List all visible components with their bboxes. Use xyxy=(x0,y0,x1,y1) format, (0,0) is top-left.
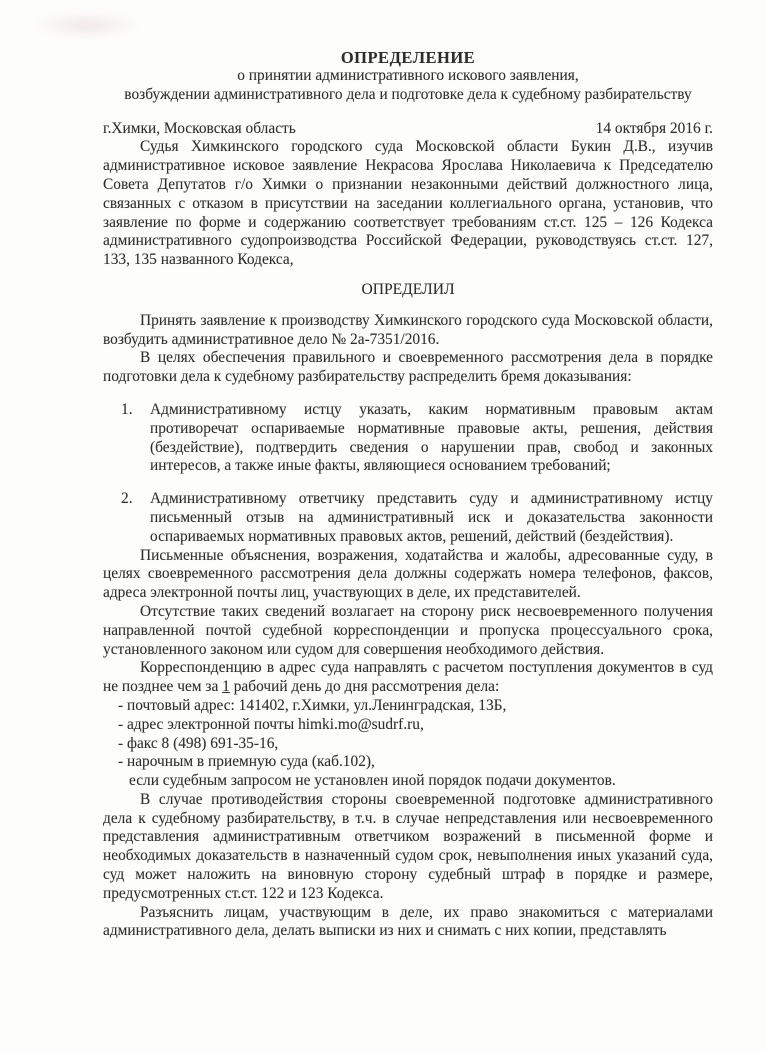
document-subtitle-line-1: о принятии административного искового заявления, xyxy=(237,67,579,84)
underlined-working-day-number: 1 xyxy=(222,678,230,696)
document-date: 14 октября 2016 г. xyxy=(595,119,713,137)
resolution-paragraph-1: Принять заявление к производству Химкинского городского суда Московской области, возбудить административное дело № 2а-7351/2016. xyxy=(103,311,713,348)
courier-line: - нарочным в приемную суда (каб.102), xyxy=(118,753,375,771)
list-item-text: Административному ответчику представить суду и административному истцу письменный отзыв на административный иск и доказательства законности оспариваемых нормативных правовых актов, решений, действий (бездействия). xyxy=(150,490,713,545)
absence-of-details-paragraph: Отсутствие таких сведений возлагает на сторону риск несвоевременного получения направленной почтой судебной корреспонденции и пропуска процессуального срока, установленного законом или судом для совершения необходимого действия. xyxy=(103,602,713,658)
scan-smudge-artifact xyxy=(32,10,142,40)
list-item-number: 2. xyxy=(121,490,133,508)
resolution-heading: ОПРЕДЕЛИЛ xyxy=(361,280,455,298)
document-title: ОПРЕДЕЛЕНИЕ xyxy=(340,48,476,67)
fax-line: - факс 8 (498) 691-35-16, xyxy=(118,734,279,752)
document-place: г.Химки, Московская область xyxy=(103,119,296,137)
document-subtitle-line-2: возбуждении административного дела и подготовке дела к судебному разбирательству xyxy=(124,85,692,103)
list-item-text: Административному истцу указать, каким нормативным правовым актам противоречат оспариваемые нормативные правовые акты, решения, действия (бездействие), подтвердить сведения о нарушении прав, свобод и законных интересов, а также иные факты, являющиеся основанием требований; xyxy=(150,400,713,475)
list-item xyxy=(103,490,713,546)
correspondence-text-before: Корреспонденцию в адрес суда направлять с расчетом поступления документов в суд не позднее чем за xyxy=(103,659,713,696)
place-date-row xyxy=(103,120,713,139)
correspondence-text-after: рабочий день до дня рассмотрения дела: xyxy=(229,678,500,696)
rights-explanation-paragraph: Разъяснить лицам, участвующим в деле, их право знакомиться с материалами административного дела, делать выписки из них и снимать с них копии, представлять xyxy=(103,903,713,940)
opposition-consequences-paragraph: В случае противодействия стороны своевременной подготовке административного дела к судебному разбирательству, в т.ч. в случае непредставления или несвоевременного представления административным ответчиком возражений в письменной форме и необходимых доказательств в назначенный судом срок, невыполнения иных указаний суда, суд может наложить на виновную сторону судебный штраф в порядке и размере, предусмотренных ст.ст. 122 и 123 Кодекса. xyxy=(103,790,713,902)
resolution-paragraph-2: В целях обеспечения правильного и своевременного рассмотрения дела в порядке подготовки дела к судебному разбирательству распределить бремя доказывания: xyxy=(103,349,713,386)
intro-paragraph: Судья Химкинского городского суда Московской области Букин Д.В., изучив административное исковое заявление Некрасова Ярослава Николаевича к Председателю Совета Депутатов г/о Химки о признании незаконными действий должностного лица, связанных с отказом в присутствии на заседании коллегиального органа, установив, что заявление по форме и содержанию соответствует требованиям ст.ст. 125 – 126 Кодекса административного судопроизводства Российской Федерации, руководствуясь ст.ст. 127, 133, 135 названного Кодекса, xyxy=(103,138,713,269)
written-submissions-paragraph: Письменные объяснения, возражения, ходатайства и жалобы, адресованные суду, в целях своевременного рассмотрения дела должны содержать номера телефонов, факсов, адреса электронной почты лиц, участвующих в деле, их представителей. xyxy=(103,546,713,602)
address-note-line: если судебным запросом не установлен иной порядок подачи документов. xyxy=(129,772,616,790)
list-item xyxy=(103,401,713,476)
burden-of-proof-list xyxy=(103,401,713,547)
list-item-number: 1. xyxy=(121,400,133,418)
correspondence-paragraph xyxy=(103,659,713,697)
postal-address-line: - почтовый адрес: 141402, г.Химки, ул.Ленинградская, 13Б, xyxy=(118,696,507,714)
email-address-line: - адрес электронной почты himki.mo@sudrf.ru, xyxy=(118,715,424,733)
